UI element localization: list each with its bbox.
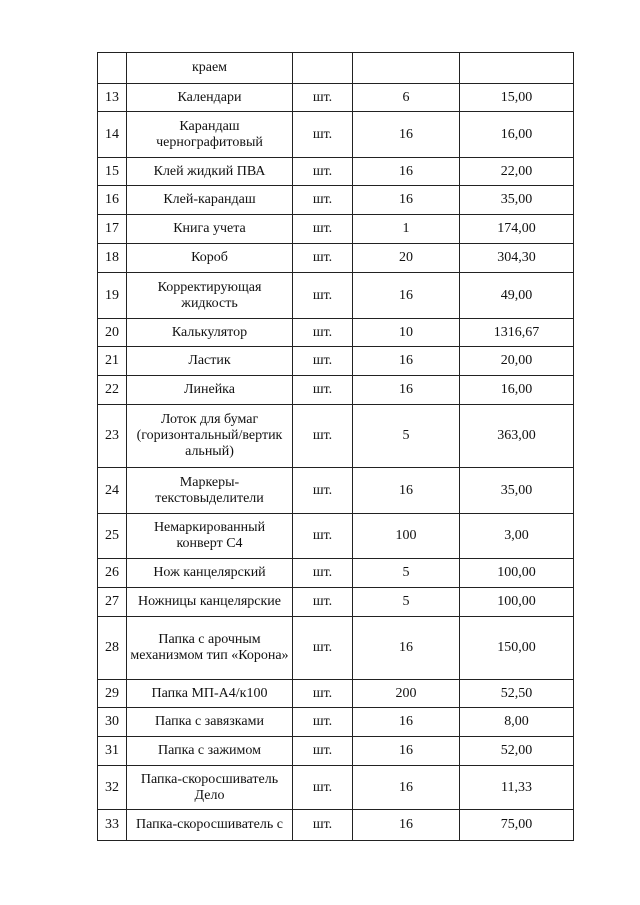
- unit-cell: шт.: [293, 273, 353, 319]
- row-number-cell: 29: [98, 680, 127, 708]
- quantity-cell: 1: [353, 215, 460, 244]
- table-row: [98, 347, 574, 376]
- quantity-cell: 5: [353, 588, 460, 617]
- table-row: [98, 319, 574, 347]
- unit-cell: шт.: [293, 559, 353, 588]
- price-cell: 174,00: [460, 215, 574, 244]
- item-name-cell: краем: [127, 53, 293, 84]
- item-name-cell: Линейка: [127, 376, 293, 405]
- quantity-cell: 16: [353, 112, 460, 158]
- quantity-cell: 100: [353, 514, 460, 559]
- table-row: [98, 84, 574, 112]
- unit-cell: шт.: [293, 186, 353, 215]
- table-row: [98, 559, 574, 588]
- unit-cell: шт.: [293, 737, 353, 766]
- unit-cell: шт.: [293, 244, 353, 273]
- quantity-cell: 10: [353, 319, 460, 347]
- price-cell: 35,00: [460, 186, 574, 215]
- item-name-cell: Немаркированный конверт С4: [127, 514, 293, 559]
- unit-cell: шт.: [293, 810, 353, 841]
- quantity-cell: 16: [353, 158, 460, 186]
- unit-cell: шт.: [293, 680, 353, 708]
- unit-cell: шт.: [293, 319, 353, 347]
- table-row: [98, 708, 574, 737]
- row-number-cell: 33: [98, 810, 127, 841]
- price-cell: 11,33: [460, 766, 574, 810]
- price-cell: 16,00: [460, 376, 574, 405]
- table-row: [98, 737, 574, 766]
- row-number-cell: 31: [98, 737, 127, 766]
- row-number-cell: 32: [98, 766, 127, 810]
- price-cell: 20,00: [460, 347, 574, 376]
- item-name-cell: Короб: [127, 244, 293, 273]
- row-number-cell: 22: [98, 376, 127, 405]
- table-row: [98, 617, 574, 680]
- unit-cell: шт.: [293, 468, 353, 514]
- table-row: [98, 588, 574, 617]
- item-name-cell: Календари: [127, 84, 293, 112]
- price-cell: [460, 53, 574, 84]
- quantity-cell: 16: [353, 617, 460, 680]
- table-row: [98, 468, 574, 514]
- items-table: [97, 52, 574, 841]
- row-number-cell: 13: [98, 84, 127, 112]
- row-number-cell: 19: [98, 273, 127, 319]
- item-name-cell: Клей-карандаш: [127, 186, 293, 215]
- price-cell: 1316,67: [460, 319, 574, 347]
- unit-cell: шт.: [293, 112, 353, 158]
- quantity-cell: 16: [353, 376, 460, 405]
- price-cell: 3,00: [460, 514, 574, 559]
- row-number-cell: 15: [98, 158, 127, 186]
- quantity-cell: 200: [353, 680, 460, 708]
- quantity-cell: 16: [353, 273, 460, 319]
- row-number-cell: 28: [98, 617, 127, 680]
- row-number-cell: 23: [98, 405, 127, 468]
- item-name-cell: Маркеры-текстовыделители: [127, 468, 293, 514]
- table-row: [98, 514, 574, 559]
- table-row: [98, 273, 574, 319]
- table-row: [98, 376, 574, 405]
- quantity-cell: 16: [353, 468, 460, 514]
- price-cell: 49,00: [460, 273, 574, 319]
- unit-cell: шт.: [293, 376, 353, 405]
- price-cell: 16,00: [460, 112, 574, 158]
- price-cell: 363,00: [460, 405, 574, 468]
- item-name-cell: Ластик: [127, 347, 293, 376]
- row-number-cell: 30: [98, 708, 127, 737]
- quantity-cell: 16: [353, 708, 460, 737]
- row-number-cell: 18: [98, 244, 127, 273]
- item-name-cell: Папка-скоросшиватель Дело: [127, 766, 293, 810]
- item-name-cell: Клей жидкий ПВА: [127, 158, 293, 186]
- document-page: [97, 52, 574, 841]
- row-number-cell: 20: [98, 319, 127, 347]
- quantity-cell: 16: [353, 186, 460, 215]
- table-row: [98, 405, 574, 468]
- price-cell: 150,00: [460, 617, 574, 680]
- item-name-cell: Папка-скоросшиватель с: [127, 810, 293, 841]
- quantity-cell: [353, 53, 460, 84]
- table-row: [98, 112, 574, 158]
- unit-cell: шт.: [293, 708, 353, 737]
- items-table-body: [98, 53, 574, 841]
- item-name-cell: Карандаш чернографитовый: [127, 112, 293, 158]
- row-number-cell: 17: [98, 215, 127, 244]
- item-name-cell: Папка МП-А4/к100: [127, 680, 293, 708]
- table-row: [98, 158, 574, 186]
- price-cell: 8,00: [460, 708, 574, 737]
- price-cell: 35,00: [460, 468, 574, 514]
- price-cell: 100,00: [460, 559, 574, 588]
- item-name-cell: Папка с завязками: [127, 708, 293, 737]
- row-number-cell: 26: [98, 559, 127, 588]
- quantity-cell: 16: [353, 347, 460, 376]
- price-cell: 22,00: [460, 158, 574, 186]
- unit-cell: шт.: [293, 347, 353, 376]
- item-name-cell: Папка с зажимом: [127, 737, 293, 766]
- row-number-cell: 21: [98, 347, 127, 376]
- table-row: [98, 186, 574, 215]
- quantity-cell: 6: [353, 84, 460, 112]
- row-number-cell: 24: [98, 468, 127, 514]
- row-number-cell: 25: [98, 514, 127, 559]
- table-row: [98, 766, 574, 810]
- row-number-cell: 27: [98, 588, 127, 617]
- unit-cell: шт.: [293, 84, 353, 112]
- quantity-cell: 5: [353, 559, 460, 588]
- quantity-cell: 16: [353, 766, 460, 810]
- unit-cell: шт.: [293, 405, 353, 468]
- price-cell: 304,30: [460, 244, 574, 273]
- quantity-cell: 16: [353, 810, 460, 841]
- item-name-cell: Ножницы канцелярские: [127, 588, 293, 617]
- table-row: [98, 53, 574, 84]
- quantity-cell: 16: [353, 737, 460, 766]
- row-number-cell: 14: [98, 112, 127, 158]
- item-name-cell: Книга учета: [127, 215, 293, 244]
- unit-cell: шт.: [293, 514, 353, 559]
- price-cell: 15,00: [460, 84, 574, 112]
- table-row: [98, 680, 574, 708]
- item-name-cell: Калькулятор: [127, 319, 293, 347]
- unit-cell: шт.: [293, 215, 353, 244]
- table-row: [98, 244, 574, 273]
- unit-cell: шт.: [293, 158, 353, 186]
- unit-cell: шт.: [293, 617, 353, 680]
- price-cell: 52,50: [460, 680, 574, 708]
- item-name-cell: Нож канцелярский: [127, 559, 293, 588]
- unit-cell: шт.: [293, 766, 353, 810]
- item-name-cell: Папка с арочным механизмом тип «Корона»: [127, 617, 293, 680]
- price-cell: 52,00: [460, 737, 574, 766]
- price-cell: 100,00: [460, 588, 574, 617]
- row-number-cell: 16: [98, 186, 127, 215]
- price-cell: 75,00: [460, 810, 574, 841]
- quantity-cell: 20: [353, 244, 460, 273]
- quantity-cell: 5: [353, 405, 460, 468]
- table-row: [98, 215, 574, 244]
- table-row: [98, 810, 574, 841]
- item-name-cell: Лоток для бумаг (горизонтальный/вертик альный): [127, 405, 293, 468]
- row-number-cell: [98, 53, 127, 84]
- unit-cell: шт.: [293, 588, 353, 617]
- item-name-cell: Корректирующая жидкость: [127, 273, 293, 319]
- unit-cell: [293, 53, 353, 84]
